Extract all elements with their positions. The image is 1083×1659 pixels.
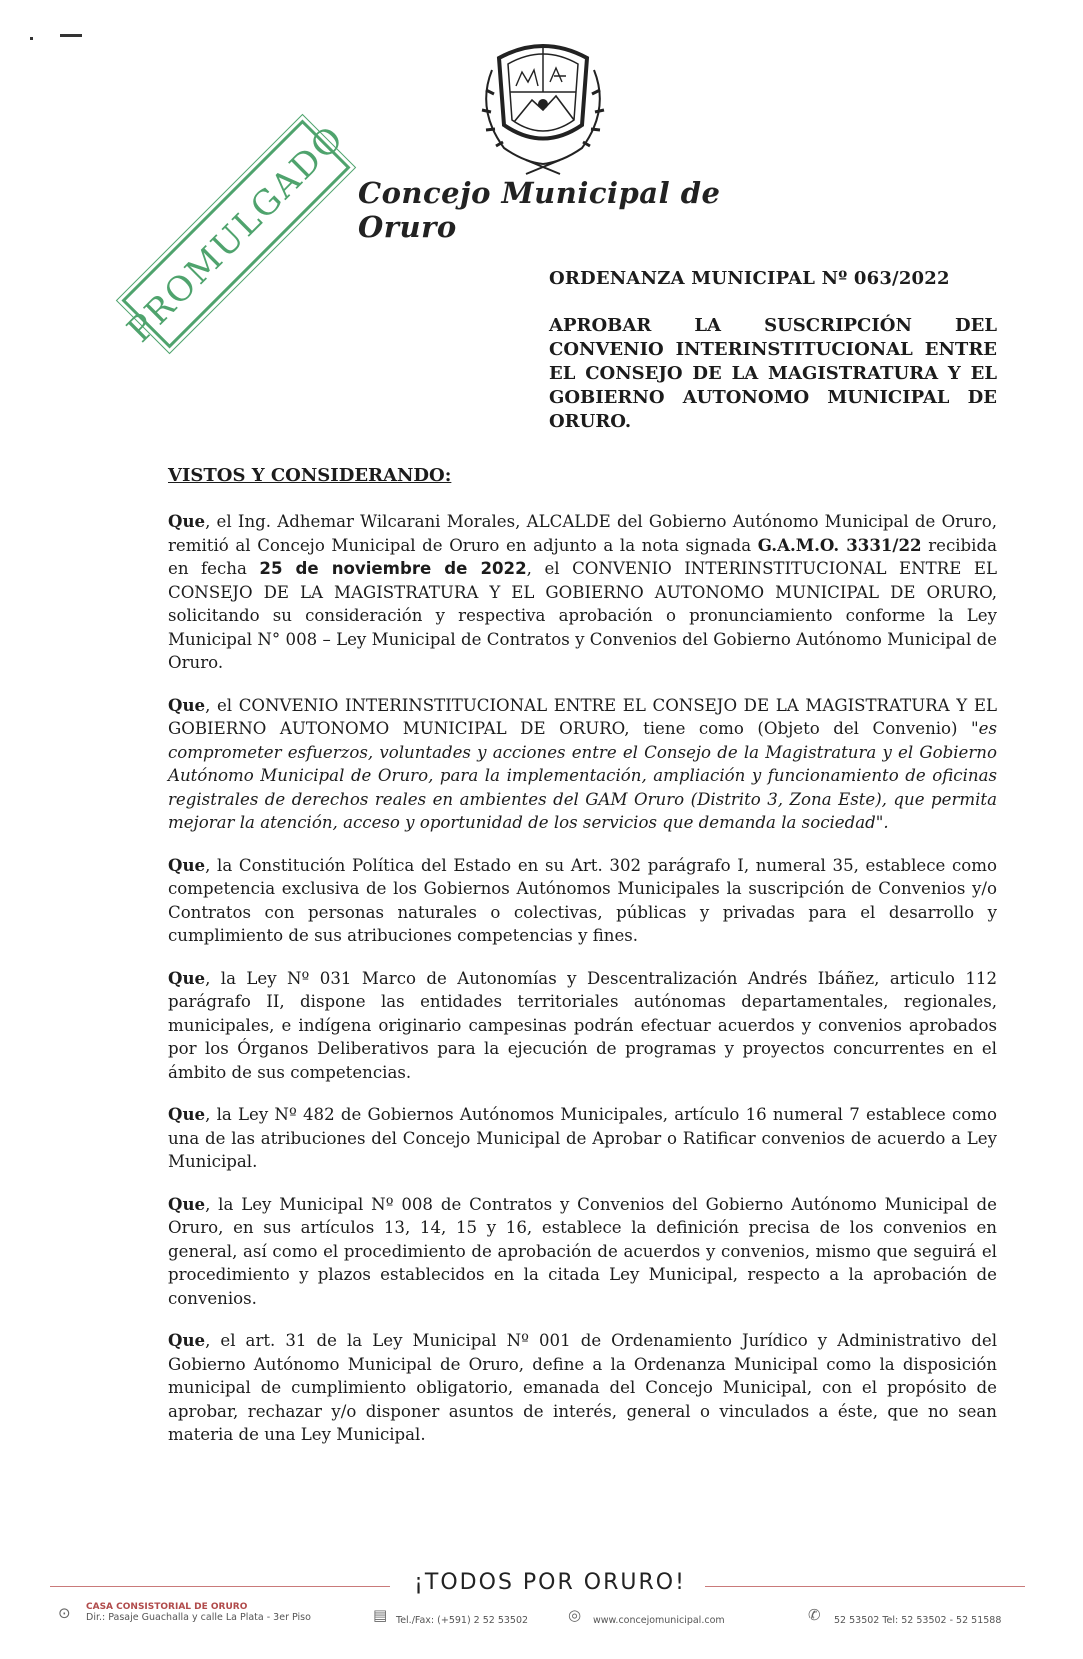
paragraph-text: , el art. 31 de la Ley Municipal Nº 001 de Ordenamiento Jurídico y Administrativo del Gobierno Autónomo Municipal de Oruro, define a la Ordenanza Municipal como la disposición municipal de cumplimiento obligatorio, emanada del Concejo Municipal, con el propósito de aprobar, rechazar y/o disponer asuntos de interés, general o vinculados a éste, que no sean materia de una Ley Municipal. [168, 1331, 997, 1444]
paragraph-lead: Que [168, 694, 206, 715]
promulgado-stamp [119, 117, 353, 351]
ordinance-subject: APROBAR LA SUSCRIPCIÓN DEL CONVENIO INTERINSTITUCIONAL ENTRE EL CONSEJO DE LA MAGISTRATURA Y EL GOBIERNO AUTONOMO MUNICIPAL DE ORURO. [549, 315, 997, 432]
paragraph-text: , el CONVENIO INTERINSTITUCIONAL ENTRE EL CONSEJO DE LA MAGISTRATURA Y EL GOBIERNO AUTONOMO MUNICIPAL DE ORURO, solicitando su consideración y respectiva aprobación o pronunciamiento conforme la Ley Municipal N° 008 – Ley Municipal de Contratos y Convenios del Gobierno Autónomo Municipal de Oruro. [168, 559, 997, 672]
paragraph [168, 854, 997, 948]
agreement-object-quote: "es comprometer esfuerzos, voluntades y acciones entre el Consejo de la Magistratura y el Gobierno Autónomo Municipal de Oruro, para la implementación, ampliación y funcionamiento de oficinas registrales de derechos reales en ambientes del GAM Oruro (Distrito 3, Zona Este), que permita mejorar la atención, acceso y oportunidad de los servicios que demanda la sociedad". [168, 719, 997, 832]
document-body [168, 510, 997, 1466]
paragraph-lead: Que [168, 967, 206, 988]
paragraph-text: , el Ing. Adhemar Wilcarani Morales, ALCALDE del Gobierno Autónomo Municipal de Oruro, remitió al Concejo Municipal de Oruro en adjunto a la nota signada [168, 512, 997, 555]
section-heading: VISTOS Y CONSIDERANDO: [168, 465, 452, 486]
location-pin-icon: ⊙ [58, 1604, 71, 1622]
paragraph-lead: Que [168, 1193, 206, 1214]
paragraph-lead: Que [168, 1330, 206, 1350]
paragraph-text: recibida en fecha [168, 535, 998, 578]
paragraph [168, 1329, 997, 1447]
phone-icon: ✆ [808, 1606, 821, 1624]
paragraph-lead: Que [168, 1104, 206, 1124]
paragraph-text: , la Ley Nº 482 de Gobiernos Autónomos Municipales, artículo 16 numeral 7 establece como una de las atribuciones del Concejo Municipal de Aprobar o Ratificar convenios de acuerdo a Ley Municipal. [168, 1105, 997, 1171]
paragraph [168, 967, 997, 1085]
ordinance-number: ORDENANZA MUNICIPAL Nº 063/2022 [549, 268, 950, 289]
footer-address-title: CASA CONSISTORIAL DE ORURO [86, 1602, 248, 1612]
footer-divider [705, 1586, 1025, 1587]
page-footer [0, 1572, 1083, 1652]
received-date: 25 de noviembre de 2022 [259, 559, 527, 578]
paragraph [168, 510, 997, 675]
paragraph-lead: Que [168, 511, 206, 531]
coat-of-arms-logo [464, 30, 622, 180]
footer-website: www.concejomunicipal.com [593, 1615, 725, 1626]
paragraph [168, 1103, 997, 1174]
paragraph-text: , la Ley Municipal Nº 008 de Contratos y Convenios del Gobierno Autónomo Municipal de Oruro, en sus artículos 13, 14, 15 y 16, establece la definición precisa de los convenios en general, así como el procedimiento de aprobación de acuerdos y convenios, mismo que seguirá el procedimiento y plazos establecidos en la citada Ley Municipal, respecto a la aprobación de convenios. [168, 1194, 997, 1308]
globe-icon: ◎ [568, 1606, 582, 1624]
footer-address-block [86, 1602, 311, 1623]
paragraph-lead: Que [168, 854, 206, 875]
stamp-text: PROMULGADO [119, 117, 353, 351]
fax-icon: ▤ [373, 1606, 388, 1624]
paragraph-text: , la Ley Nº 031 Marco de Autonomías y Descentralización Andrés Ibáñez, articulo 112 parágrafo II, dispone las entidades territoriales autónomas departamentales, regionales, municipales, e indígena originario campesinas podrán efectuar acuerdos y convenios aprobados por los Órganos Deliberativos para la ejecución de programas y proyectos concurrentes en el ámbito de sus competencias. [168, 968, 997, 1082]
paragraph-text: , el CONVENIO INTERINSTITUCIONAL ENTRE EL CONSEJO DE LA MAGISTRATURA Y EL GOBIERNO AUTONOMO MUNICIPAL DE ORURO, tiene como (Objeto del Convenio) [168, 695, 997, 738]
scan-mark [30, 37, 33, 40]
footer-telfax: Tel./Fax: (+591) 2 52 53502 [396, 1615, 529, 1626]
footer-divider [50, 1586, 390, 1587]
paragraph [168, 694, 997, 835]
note-reference: G.A.M.O. 3331/22 [757, 534, 922, 555]
paragraph [168, 1193, 997, 1311]
council-name-logo-text: Concejo Municipal de Oruro [358, 176, 721, 244]
paragraph-text: , la Constitución Política del Estado en su Art. 302 parágrafo I, numeral 35, establece como competencia exclusiva de los Gobiernos Autónomos Municipales la suscripción de Convenios y/o Contratos con personas naturales o colectivas, públicas y privadas para el desarrollo y cumplimiento de sus atribuciones competencias y fines. [168, 855, 997, 945]
footer-phones: 52 53502 Tel: 52 53502 - 52 51588 [834, 1615, 1002, 1626]
footer-slogan: ¡TODOS POR ORURO! [414, 1570, 686, 1595]
scan-mark [60, 34, 82, 37]
footer-address: Dir.: Pasaje Guachalla y calle La Plata - 3er Piso [86, 1612, 311, 1623]
